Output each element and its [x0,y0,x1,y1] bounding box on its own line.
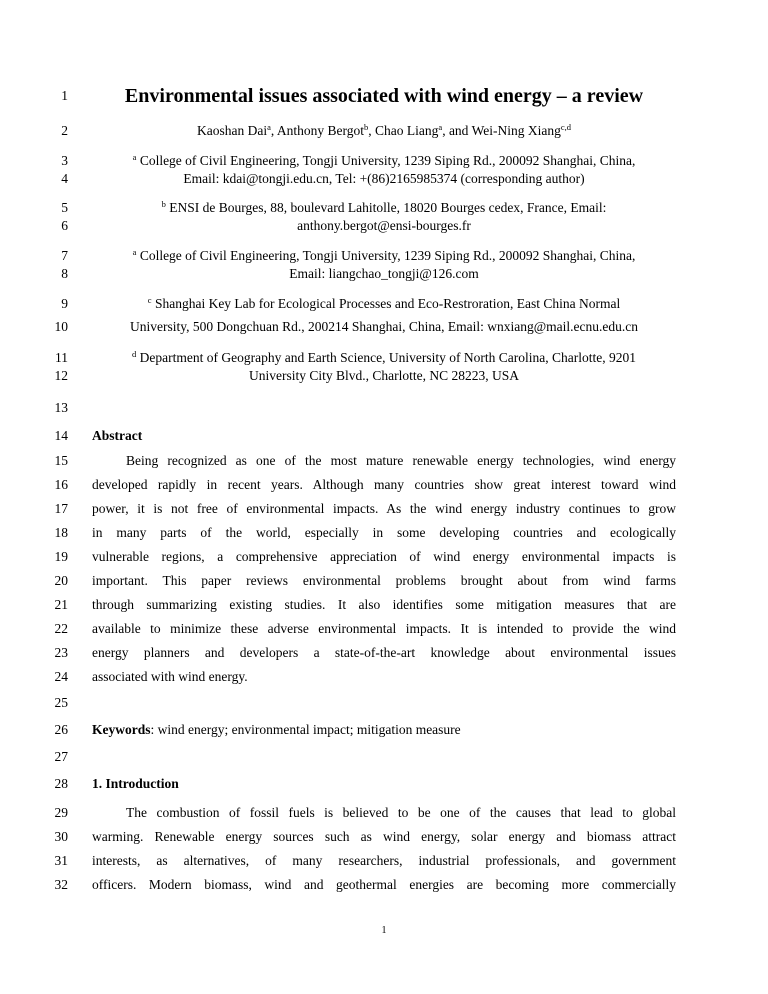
section-heading: 1. Introduction [92,776,179,791]
abstract-line: developed rapidly in recent years. Although many countries show great interest toward wind [92,477,676,492]
author-name: Wei-Ning Xiang [471,123,561,138]
affiliation-line [92,350,676,366]
affiliation-contact: Email: kdai@tongji.edu.cn, Tel: +(86)2165985374 (corresponding author) [183,171,585,186]
affiliation-contact: Email: liangchao_tongji@126.com [289,266,479,281]
affiliation-text: Shanghai Key Lab for Ecological Processes and Eco-Restroration, East China Normal [151,296,621,311]
line-number: 17 [54,501,68,516]
line-number: 9 [61,296,68,311]
abstract-line: in many parts of the world, especially in some developing countries and ecologically [92,525,676,540]
affiliation-text: ENSI de Bourges, 88, boulevard Lahitolle, 18020 Bourges cedex, France, Email: [165,200,607,215]
author-name: Chao Liang [375,123,439,138]
author-affil-mark: a [438,122,443,132]
keywords-text: : wind energy; environmental impact; mitigation measure [150,722,461,737]
line-number: 27 [54,749,68,764]
abstract-line: important. This paper reviews environmental problems brought about from wind farms [92,573,676,588]
affiliation-contact: University City Blvd., Charlotte, NC 28223, USA [249,368,519,383]
affiliation-contact: anthony.bergot@ensi-bourges.fr [297,218,471,233]
intro-line: interests, as alternatives, of many researchers, industrial professionals, and government [92,853,676,868]
line-number: 30 [54,829,68,844]
author-affil-mark: c,d [560,122,571,132]
line-number: 1 [61,88,68,103]
abstract-line: through summarizing existing studies. It also identifies some mitigation measures that are [92,597,676,612]
line-number: 19 [54,549,68,564]
line-number: 22 [54,621,68,636]
affiliation-contact: University, 500 Dongchuan Rd., 200214 Shanghai, China, Email: wnxiang@mail.ecnu.edu.cn [130,319,638,334]
line-number: 25 [54,695,68,710]
abstract-line: energy planners and developers a state-of-the-art knowledge about environmental issues [92,645,676,660]
paper-title: Environmental issues associated with wind energy – a review [124,85,644,107]
abstract-line: vulnerable regions, a comprehensive appreciation of wind energy environmental impacts is [92,549,676,564]
line-number: 4 [61,171,68,186]
intro-line: warming. Renewable energy sources such as wind energy, solar energy and biomass attract [92,829,676,844]
author-separator: , and [442,123,472,138]
line-number: 28 [54,776,68,791]
keywords [92,722,676,738]
affiliation-text: College of Civil Engineering, Tongji University, 1239 Siping Rd., 200092 Shanghai, China, [136,248,636,263]
line-number: 18 [54,525,68,540]
line-number: 6 [61,218,68,233]
line-number: 23 [54,645,68,660]
abstract-heading: Abstract [92,428,143,443]
affiliation-line [92,200,676,216]
line-number: 26 [54,722,68,737]
affiliation-line [92,153,676,169]
line-number: 16 [54,477,68,492]
author-separator: , [368,123,376,138]
page-number: 1 [381,925,387,936]
line-number: 14 [54,428,68,443]
line-number: 8 [61,266,68,281]
line-number: 7 [61,248,68,263]
author-name: Anthony Bergot [276,123,365,138]
affil-mark: a [132,152,137,162]
line-number: 21 [54,597,68,612]
affiliation-text: Department of Geography and Earth Science, University of North Carolina, Charlotte, 9201 [136,350,636,365]
abstract-line: Being recognized as one of the most mature renewable energy technologies, wind energy [126,453,676,468]
line-number: 20 [54,573,68,588]
abstract-line: associated with wind energy. [92,669,248,684]
intro-line: officers. Modern biomass, wind and geothermal energies are becoming more commercially [92,877,676,892]
line-number: 29 [54,805,68,820]
affiliation-text: College of Civil Engineering, Tongji University, 1239 Siping Rd., 200092 Shanghai, China, [136,153,636,168]
affil-mark: b [161,199,166,209]
line-number: 24 [54,669,68,684]
line-number: 11 [55,350,68,365]
author-separator: , [270,123,277,138]
line-number: 5 [61,200,68,215]
line-number: 2 [61,123,68,138]
line-number: 10 [54,319,68,334]
affiliation-line [92,296,676,312]
keywords-label: Keywords [92,722,151,737]
affil-mark: c [147,295,152,305]
line-number: 13 [54,400,68,415]
author-affil-mark: b [364,122,369,132]
line-number: 12 [54,368,68,383]
abstract-line: available to minimize these adverse environmental impacts. It is intended to provide the wind [92,621,676,636]
author-affil-mark: a [267,122,271,132]
affil-mark: a [132,247,137,257]
line-number: 32 [54,877,68,892]
author-list [92,123,676,139]
author-name: Kaoshan Dai [197,123,268,138]
affiliation-line [92,248,676,264]
line-number: 15 [54,453,68,468]
abstract-line: power, it is not free of environmental impacts. As the wind energy industry continues to grow [92,501,676,516]
line-number: 3 [61,153,68,168]
affil-mark: d [132,349,137,359]
intro-line: The combustion of fossil fuels is believed to be one of the causes that lead to global [126,805,676,820]
line-number: 31 [54,853,68,868]
